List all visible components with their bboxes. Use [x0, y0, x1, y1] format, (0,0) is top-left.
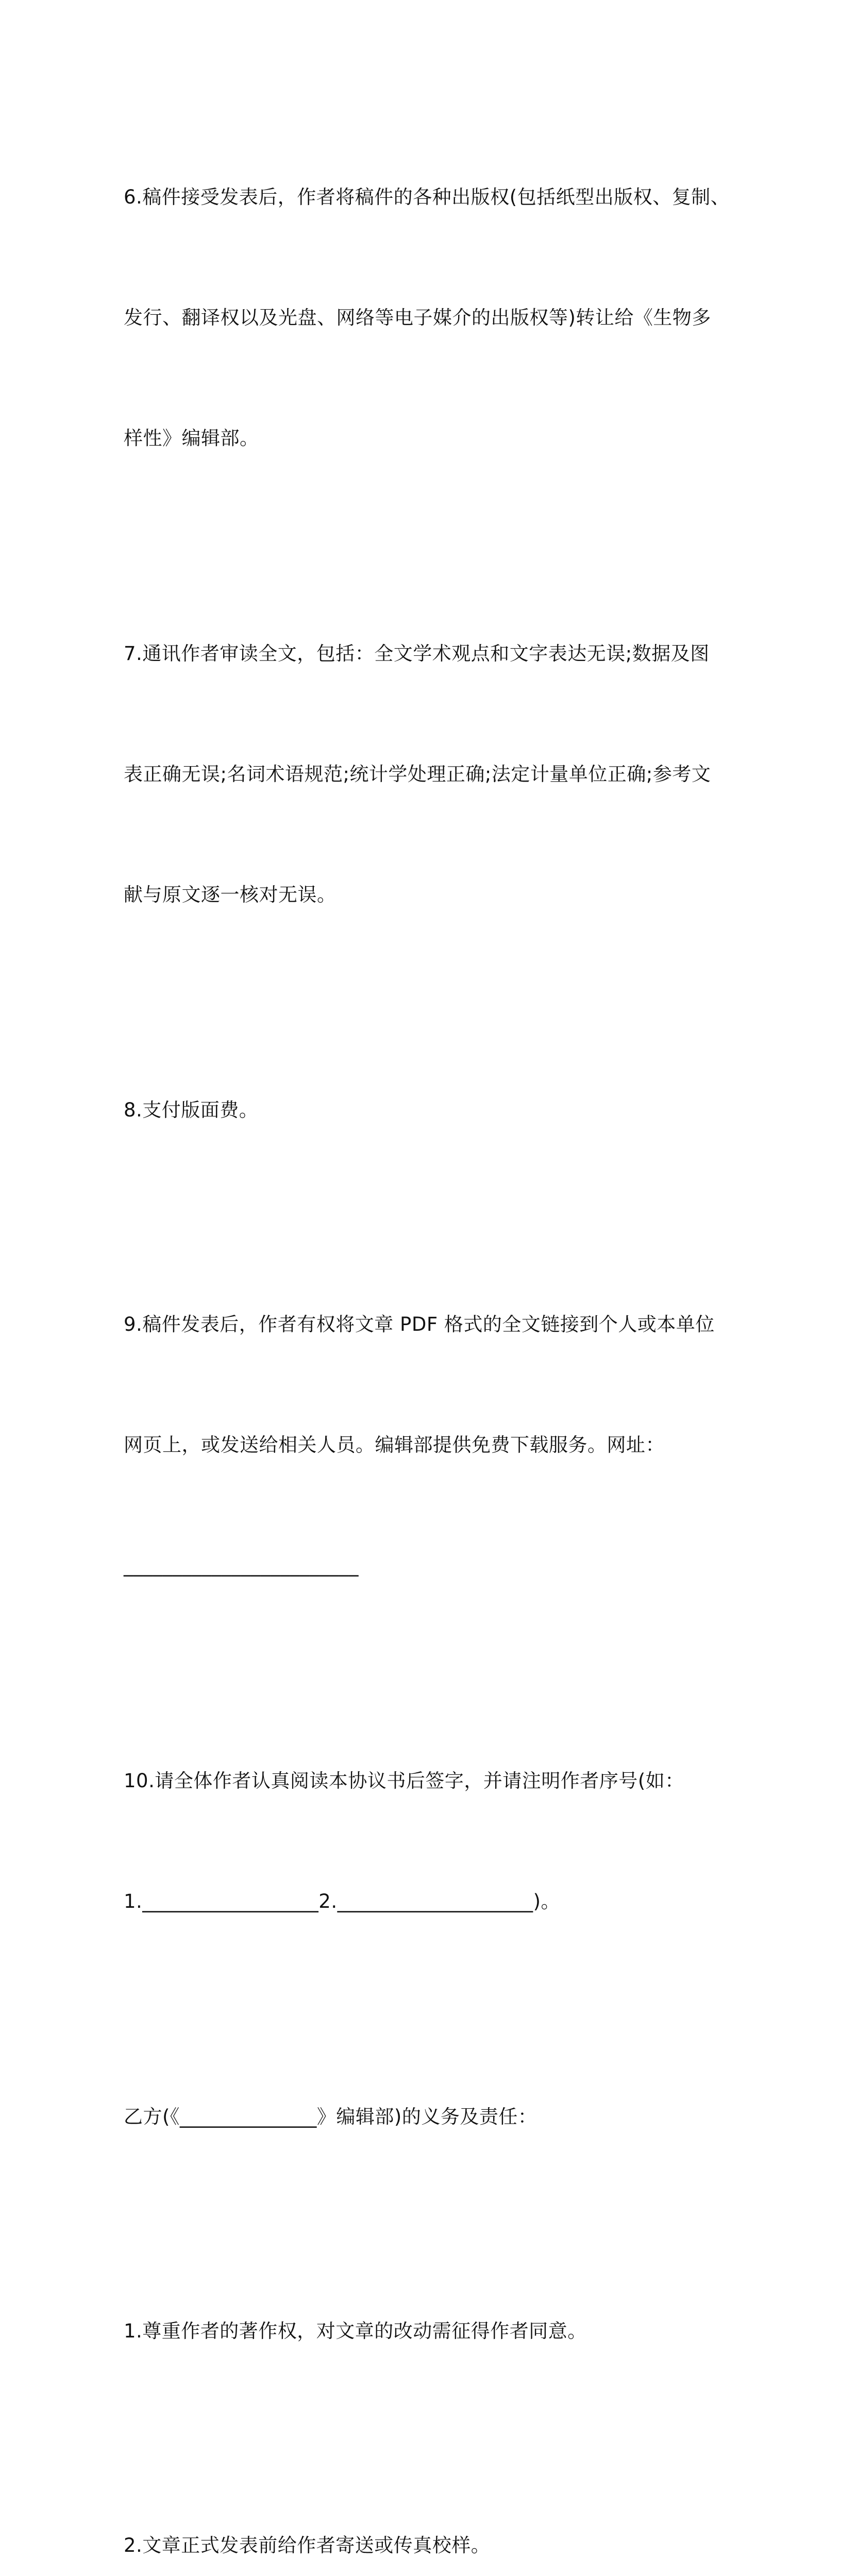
text-line: 2.文章正式发表前给作者寄送或传真校样。 [124, 2534, 491, 2556]
document-body [124, 97, 730, 2576]
clause-8-paragraph [124, 1010, 721, 1211]
duty-2-paragraph [124, 2445, 721, 2576]
clause-9-paragraph [124, 1224, 721, 1666]
text-line: 7.通讯作者审读全文，包括：全文学术观点和文字表达无误;数据及图 [124, 642, 710, 665]
text-line: 9.稿件发表后，作者有权将文章 PDF 格式的全文链接到个人或本单位 [124, 1313, 715, 1335]
text-line: 1.尊重作者的著作权，对文章的改动需征得作者同意。 [124, 2320, 587, 2342]
text-line: 6.稿件接受发表后，作者将稿件的各种出版权(包括纸型出版权、复制、 [124, 186, 730, 208]
author-order-blanks: 1.__________________2.____________________)。 [124, 1890, 561, 1912]
text-line: 样性》编辑部。 [124, 427, 259, 449]
website-blank-line: ________________________ [124, 1554, 359, 1577]
clause-7-paragraph [124, 553, 721, 995]
text-line: 献与原文逐一核对无误。 [124, 884, 337, 906]
clause-6-paragraph [124, 97, 730, 539]
duty-1-paragraph [124, 2231, 721, 2432]
text-line: 8.支付版面费。 [124, 1099, 259, 1121]
text-line: 10.请全体作者认真阅读本协议书后签字，并请注明作者序号(如： [124, 1770, 684, 1792]
clause-10-paragraph [124, 1681, 721, 2002]
text-line: 乙方(《______________》编辑部)的义务及责任： [124, 2106, 537, 2128]
party-b-heading [124, 2016, 721, 2217]
text-line: 网页上，或发送给相关人员。编辑部提供免费下载服务。网址： [124, 1434, 665, 1456]
text-line: 发行、翻译权以及光盘、网络等电子媒介的出版权等)转让给《生物多 [124, 307, 711, 329]
text-line: 表正确无误;名词术语规范;统计学处理正确;法定计量单位正确;参考文 [124, 763, 711, 785]
